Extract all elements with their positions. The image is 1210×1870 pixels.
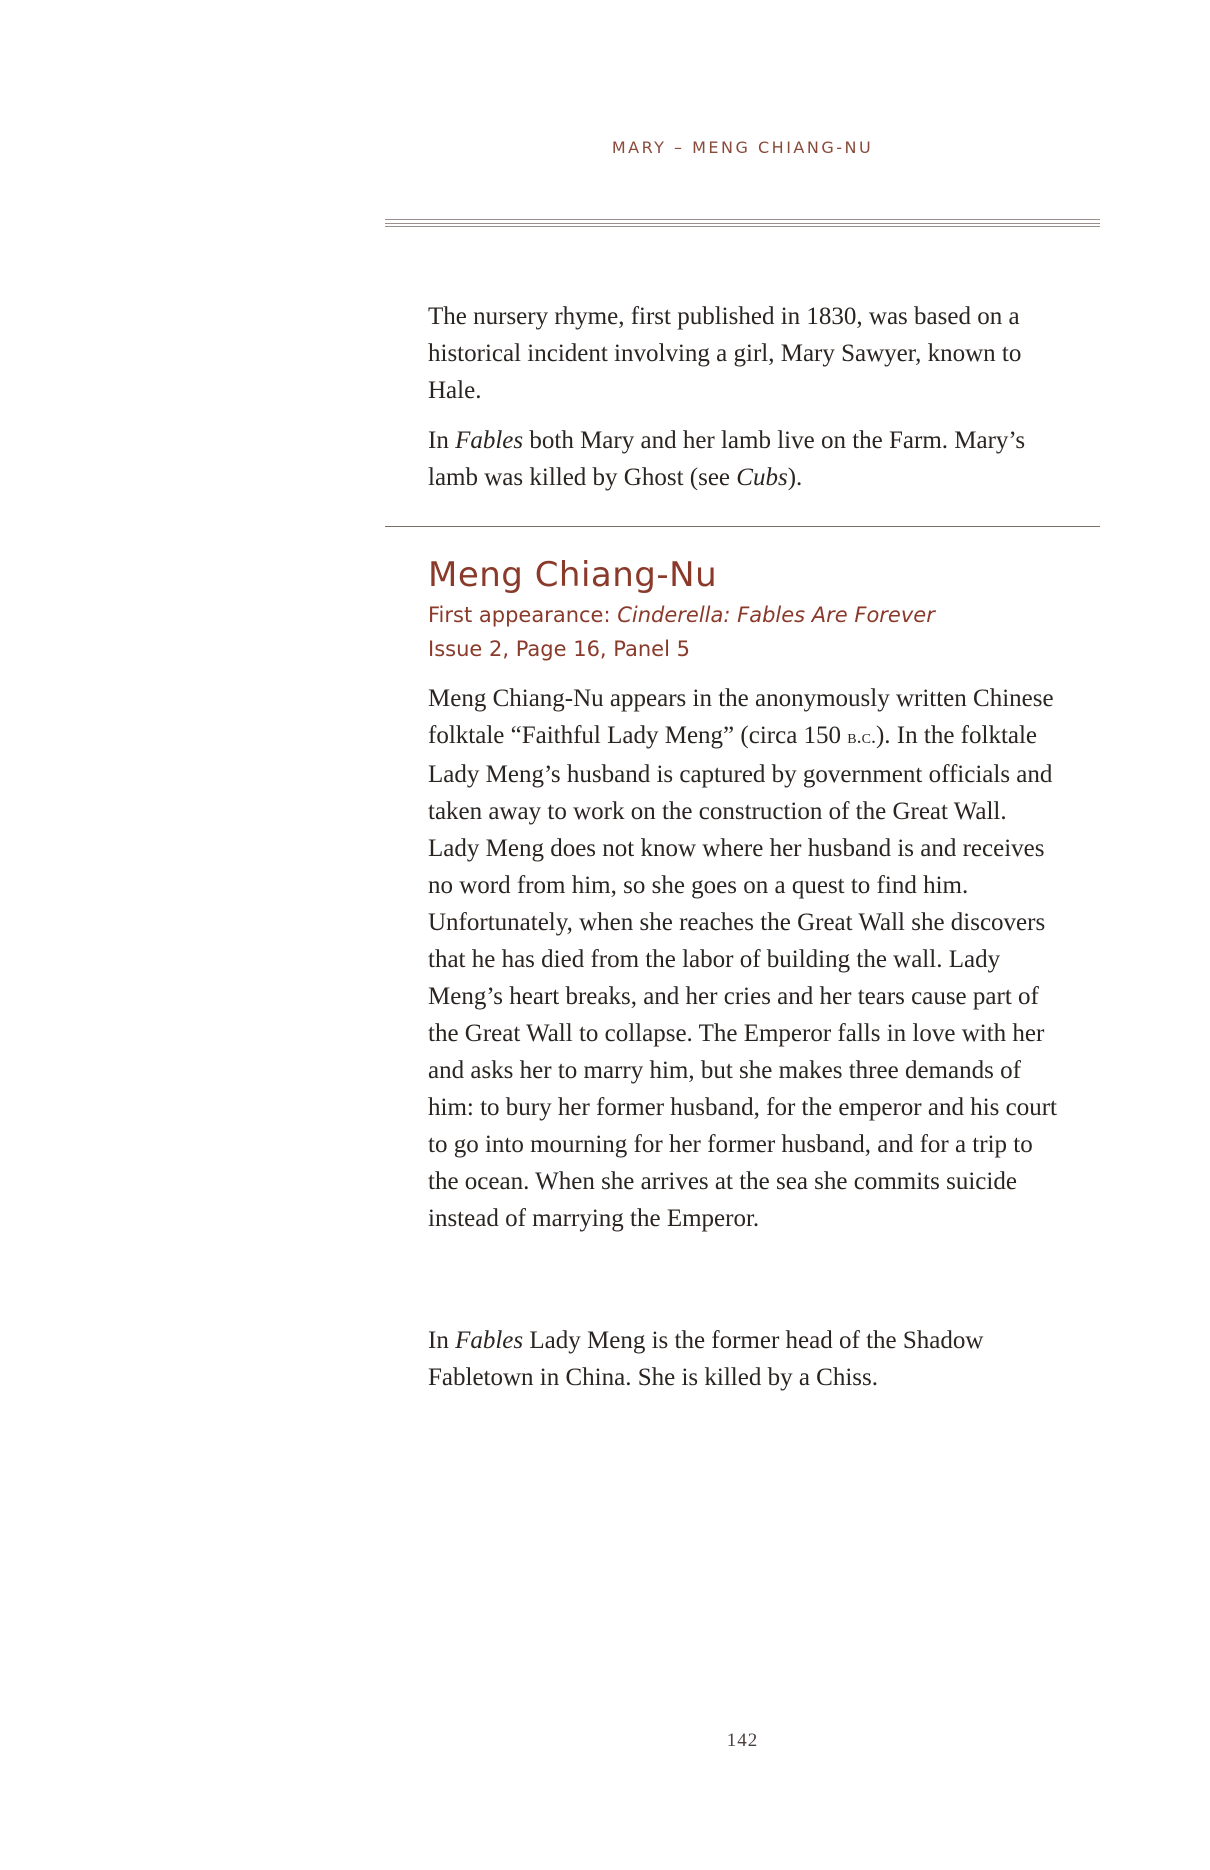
- first-appearance-work: Cinderella: Fables Are Forever: [617, 603, 935, 627]
- intro-p2-mid: both Mary and her lamb live on the Farm. Mary’s lamb was killed by Ghost (see: [428, 427, 1026, 491]
- intro-p2-fables: Fables: [455, 427, 524, 454]
- entry-p2-post: Lady Meng is the former head of the Shadow Fabletown in China. She is killed by a Chiss.: [428, 1327, 984, 1391]
- intro-paragraph-2: [428, 422, 1058, 496]
- entry-title: Meng Chiang-Nu: [428, 555, 718, 595]
- running-header: MARY – MENG CHIANG-NU: [611, 138, 874, 157]
- entry-p2-pre: In: [428, 1327, 456, 1354]
- entry-p1-pre: Meng Chiang-Nu appears in the anonymously written Chinese folktale “Faithful Lady Meng” (circa 150: [428, 685, 1054, 749]
- entry-p1-post: ). In the folktale Lady Meng’s husband is captured by government officials and taken away to work on the construction of the Great Wall. Lady Meng does not know where her husband is and receives no word from him, so she goes on a quest to find him. Unfortunately, when she reaches the Great Wall she discovers that he has died from the labor of building the wall. Lady Meng’s heart breaks, and her cries and her tears cause part of the Great Wall to collapse. The Emperor falls in love with her and asks her to marry him, but she makes three demands of him: to bury her former husband, for the emperor and his court to go into mourning for her former husband, and for a trip to the ocean. When she arrives at the sea she commits suicide instead of marrying the Emperor.: [428, 722, 1057, 1232]
- intro-p2-post: ).: [787, 464, 803, 491]
- entry-p2-fables: Fables: [455, 1327, 524, 1354]
- entry-paragraph-1: [428, 680, 1058, 1237]
- issue-line: Issue 2, Page 16, Panel 5: [428, 637, 690, 661]
- entry-p1-era: b.c.: [847, 726, 876, 748]
- intro-p2-pre: In: [428, 427, 456, 454]
- header-double-rule: [385, 219, 1100, 227]
- intro-paragraph-1: The nursery rhyme, first published in 1830, was based on a historical incident involving a girl, Mary Sawyer, known to Hale.: [428, 303, 1022, 404]
- first-appearance: [428, 598, 935, 666]
- section-divider: [385, 526, 1100, 527]
- first-appearance-label: First appearance:: [428, 603, 618, 627]
- entry-paragraph-2: [428, 1322, 1058, 1396]
- intro-p2-cubs: Cubs: [736, 464, 788, 491]
- page-number: 142: [726, 1730, 759, 1751]
